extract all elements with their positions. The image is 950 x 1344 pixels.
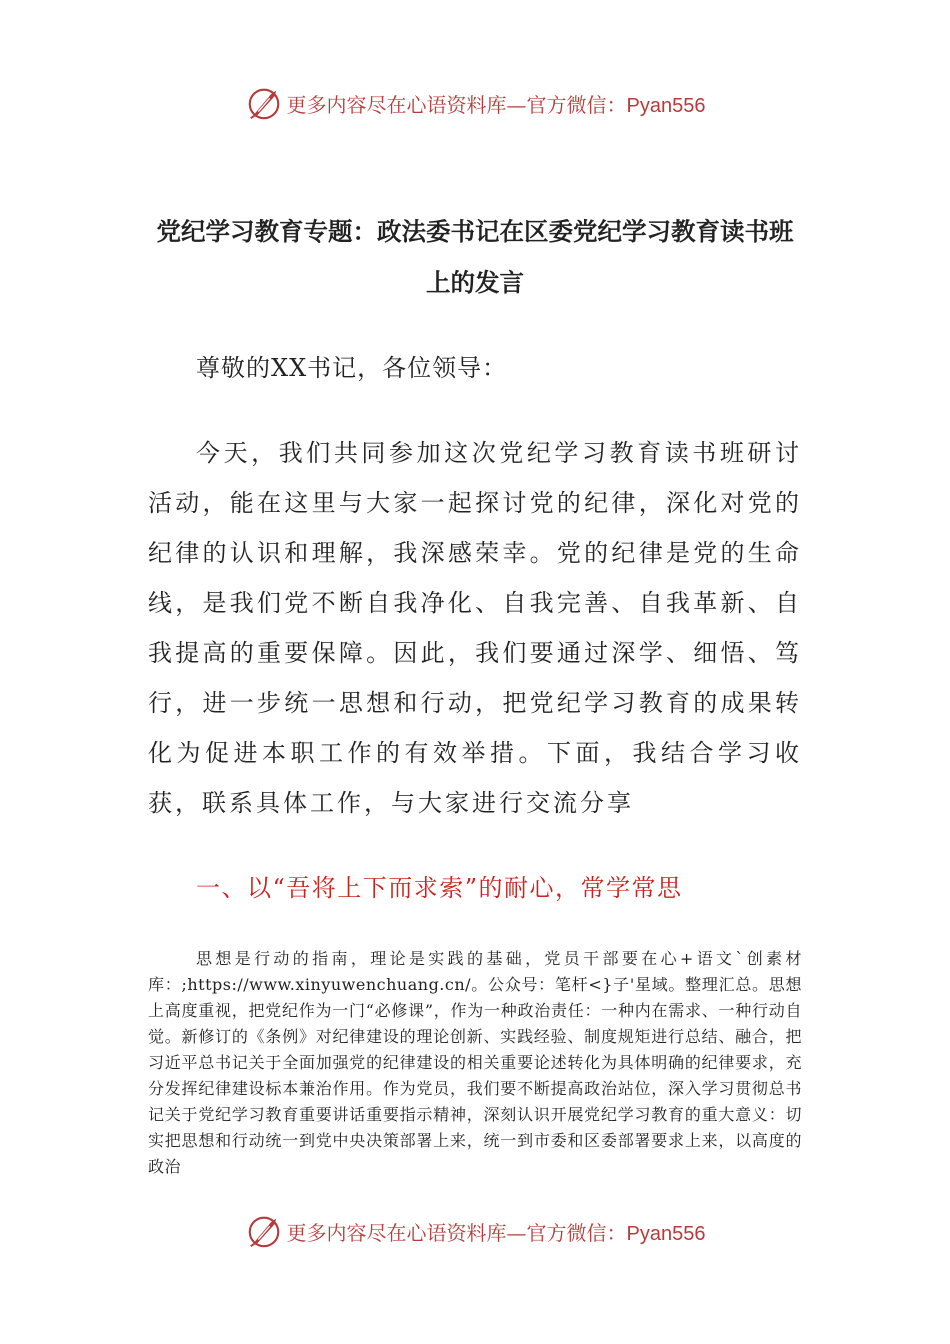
section-heading: 一、以“吾将上下而求索”的耐心，常学常思 (196, 874, 683, 902)
footer-banner (0, 1208, 950, 1254)
banner-text (287, 89, 706, 118)
banner-wechat-handle: Pyan556 (626, 1222, 706, 1245)
banner-text (287, 1217, 706, 1246)
document-title: 党纪学习教育专题：政法委书记在区委党纪学习教育读书班上的发言 (156, 217, 794, 297)
banner-wechat-handle: Pyan556 (626, 94, 706, 117)
intro-paragraph: 今天，我们共同参加这次党纪学习教育读书班研讨活动，能在这里与大家一起探讨党的纪律，深化对党的纪律的认识和理解，我深感荣幸。党的纪律是党的生命线，是我们党不断自我净化、自我完善、自我革新、自我提高的重要保障。因此，我们要通过深学、细悟、笃行，进一步统一思想和行动，把党纪学习教育的成果转化为促进本职工作的有效举措。下面，我结合学习收获，联系具体工作，与大家进行交流分享 (148, 439, 802, 817)
banner-caption: 更多内容尽在心语资料库—官方微信： (286, 1220, 627, 1245)
banner-caption: 更多内容尽在心语资料库—官方微信： (286, 92, 627, 117)
section-paragraph: 思想是行动的指南，理论是实践的基础，党员干部要在心+语文`创素材库：;https://www.xinyuwenchuang.cn/。公众号：笔杆<}子'星域。整理汇总。思想上高度重视，把党纪作为一门“必修课”，作为一种政治责任：一种内在需求、一种行动自觉。新修订的《条例》对纪律建设的理论创新、实践经验、制度规矩进行总结、融合，把习近平总书记关于全面加强党的纪律建设的相关重要论述转化为具体明确的纪律要求，充分发挥纪律建设标本兼治作用。作为党员，我们要不断提高政治站位，深入学习贯彻总书记关于党纪学习教育重要讲话重要指示精神，深刻认识开展党纪学习教育的重大意义：切实把思想和行动统一到党中央决策部署上来，统一到市委和区委部署要求上来，以高度的政治 (148, 949, 802, 1176)
salutation: 尊敬的XX书记，各位领导： (196, 354, 508, 382)
header-banner (0, 80, 950, 126)
quill-pen-logo-icon (245, 84, 283, 122)
quill-pen-logo-icon (245, 1212, 283, 1250)
